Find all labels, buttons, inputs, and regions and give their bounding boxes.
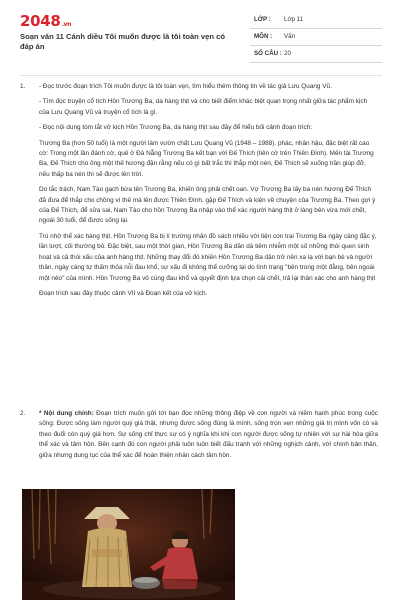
meta-label: LỚP : xyxy=(254,16,271,23)
paragraph: - Đọc nội dung tóm tắt vở kịch Hồn Trương Ba, da hàng thịt sau đây để hiểu bối cảnh đoạn trích: xyxy=(39,124,313,132)
paragraph xyxy=(39,409,378,461)
site-logo[interactable]: 2048.vn xyxy=(20,12,72,30)
item-number: 1. xyxy=(20,83,26,90)
bold-label: * Nội dung chính: xyxy=(39,410,94,417)
paragraph: Trú nhờ thể xác hàng thịt. Hồn Trương Ba bị lí trường nhân đồ sách nhiều với tiện con trai Trương Ba ngày càng đặc ý, lần lượt, cối thường bỏ. Đặc biệt, sau một thời gian, Hồn Trương Ba dần dà tiêm nhiễm một số những thói quen sinh hoạt và cả thói xấu của anh hàng thịt. Những thay đổi đó khiến Hồn Trương Ba dần trở nên xa lạ với bạn bè và người thân, ngày càng tự thấm thỏa nỗi đau khổ, sự xấu đi không thể cưỡng lại do tình trạng "bên trong một đằng, bên ngoài một nẻo" của mình. Hồn Trương Ba vô cùng đau khổ và quyết định lựa chọn cái chết, trả lại thân xác cho anh hàng thịt xyxy=(39,232,377,282)
paragraph: - Tìm đọc truyện cổ tích Hồn Trương Ba, da hàng thịt và cho biết điểm khác biệt quan trọng nhất giữa tác phẩm kịch của Lưu Quang Vũ và truyện cổ tích là gì. xyxy=(39,98,368,116)
meta-value: Lớp 11 xyxy=(284,16,304,23)
paragraph-text: Đoạn trích muốn gửi tới bạn đọc những thông điệp về con người và niềm hạnh phúc trong cuộc sống: Được sống làm người quý giá thật, nhưng được sống đúng là mình, sống trọn vẹn những giá trị mình vốn có và theo đuổi còn quý giá hơn. Sự sống chỉ thực sự có ý nghĩa khi khi con người được sống tự nhiên với sự hài hòa giữa thể xác và tâm hồn. Bên cạnh đó con người phải luôn luôn biết đấu tranh với những nghịch cảnh, với chính bản thân, giữa nhưng dung tục của thể xác để hoàn thiện nhân cách tâm hồn. xyxy=(39,410,378,459)
header-divider xyxy=(20,75,382,76)
meta-row-count xyxy=(250,46,382,63)
page-title: Soạn văn 11 Cánh diều Tôi muốn được là tôi toàn vẹn có đáp án xyxy=(20,32,225,51)
stage-photo-illustration xyxy=(22,489,235,600)
meta-label: SỐ CÂU : xyxy=(254,50,282,57)
page-header xyxy=(0,0,400,62)
paragraph: Đoạn trích sau đây thuộc cảnh VII và Đoạn kết của vở kịch. xyxy=(39,289,208,297)
meta-value: Văn xyxy=(284,33,296,40)
meta-row-subject xyxy=(250,29,382,46)
meta-value: 20 xyxy=(284,50,291,57)
meta-label: MÔN : xyxy=(254,33,273,40)
stage-photo xyxy=(22,489,235,600)
item-content xyxy=(39,82,378,304)
paragraph: Do tắc trách, Nam Tào gạch bừa tên Trương Ba, khiến ông phải chết oan. Vợ Trương Ba lấy ba nén hương Đế Thích đã đưa để thắp cho chồng vì thế mà lên được Thiên Đình, gặp Đế Thích và kiện về chuyện của Trương Ba. Theo gợi ý của Đế Thích, để sửa sai, Nam Tào cho hồn Trương Ba nhập vào thể xác người hàng thịt ở làng bên vừa mới chết, ngoài 30 tuổi, để được sống lại. xyxy=(39,186,376,225)
item-number: 2. xyxy=(20,410,26,417)
item-content xyxy=(39,409,378,466)
meta-table xyxy=(250,12,382,63)
meta-row-class xyxy=(250,12,382,29)
paragraph: - Đọc trước đoạn trích Tôi muốn được là tôi toàn vẹn, tìm hiểu thêm thông tin về tác giả Lưu Quang Vũ. xyxy=(39,83,332,90)
paragraph: Trương Ba (hơn 50 tuổi) là một người làm vườn chất Lưu Quang Vũ (1948 – 1988). phác, nhân hậu, đặc biệt rất cao cờ: Trong một lần đánh cờ, quê ở Đà Nẵng Trương Ba kết bạn với Đế Thích (tiên cờ trên Thiên Đình). Mến tài Trương Ba, Đế Thích cho ông một thế hương đặn rằng nếu có gì bất trắc thì thắp một nén, Đế Thích sẽ xuống trần giúp đỡ, nếu thấp ba nén thì sẽ được lên trời. xyxy=(39,139,374,178)
